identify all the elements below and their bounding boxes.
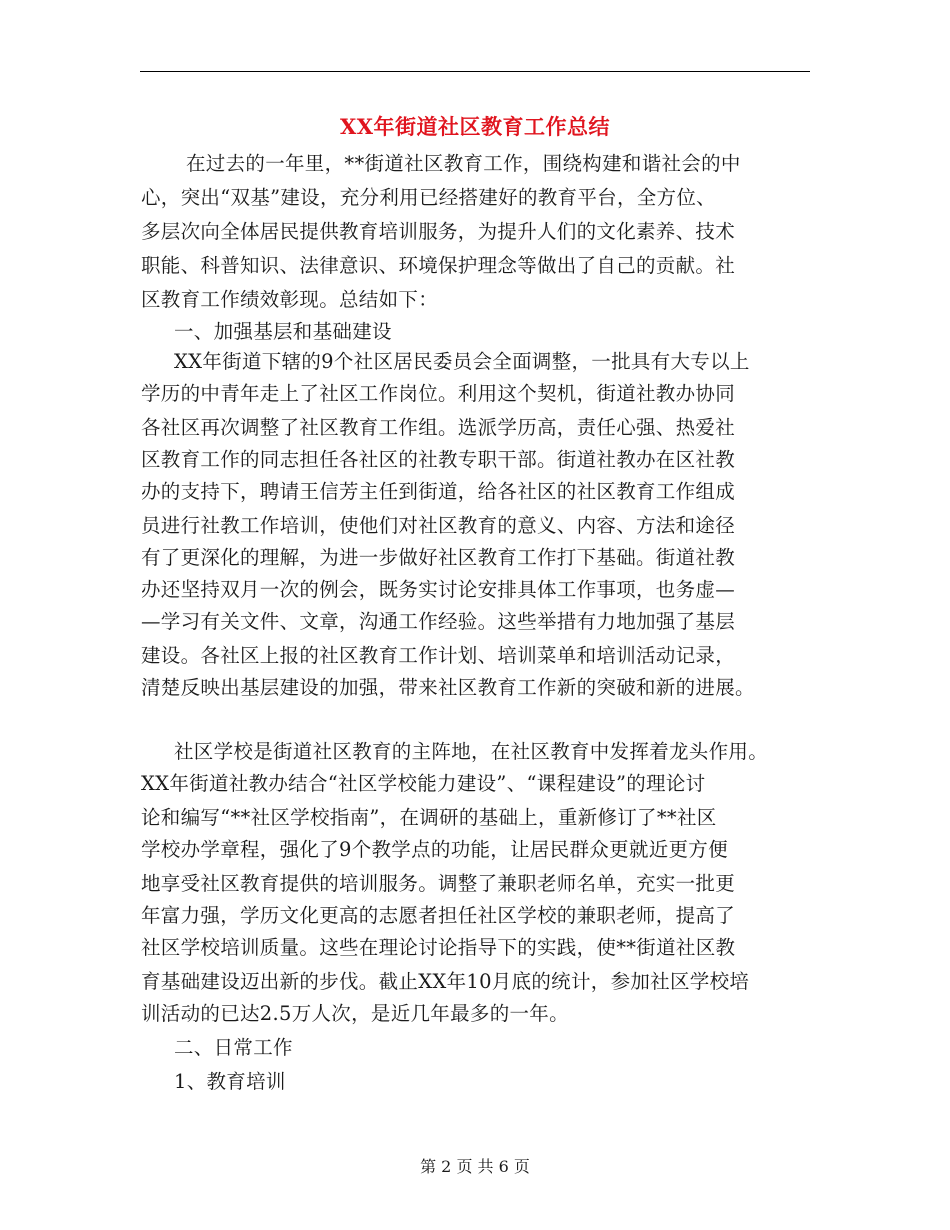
paragraph-line: 育基础建设迈出新的步伐。截止XX年10月底的统计，参加社区学校培 [141, 970, 750, 993]
page-footer: 第 2 页 共 6 页 [420, 1157, 530, 1176]
paragraph-line: 职能、科普知识、法律意识、环境保护理念等做出了自己的贡献。社 [141, 254, 736, 277]
paragraph-line: 训活动的已达2.5万人次，是近几年最多的一年。 [141, 1002, 569, 1025]
paragraph-line: 多层次向全体居民提供教育培训服务，为提升人们的文化素养、技术 [141, 220, 736, 243]
section-heading: 二、日常工作 [174, 1036, 293, 1059]
paragraph-line: 地享受社区教育提供的培训服务。调整了兼职老师名单，充实一批更 [141, 872, 736, 895]
paragraph-line: 社区学校是街道社区教育的主阵地，在社区教育中发挥着龙头作用。 [174, 740, 769, 763]
paragraph-line: 论和编写“**社区学校指南”，在调研的基础上，重新修订了**社区 [141, 806, 717, 829]
paragraph-line: 办的支持下，聘请王信芳主任到街道，给各社区的社区教育工作组成 [141, 480, 736, 503]
paragraph-line: XX年街道下辖的9个社区居民委员会全面调整，一批具有大专以上 [174, 350, 750, 373]
paragraph-line: 在过去的一年里，**街道社区教育工作，围绕构建和谐社会的中 [186, 152, 741, 175]
paragraph-line: 心，突出“双基”建设，充分利用已经搭建好的教育平台，全方位、 [141, 186, 716, 209]
header-rule [140, 71, 810, 72]
subsection-heading: 1、教育培训 [174, 1070, 286, 1093]
paragraph-line: —学习有关文件、文章，沟通工作经验。这些举措有力地加强了基层 [141, 610, 736, 633]
paragraph-line: 各社区再次调整了社区教育工作组。选派学历高，责任心强、热爱社 [141, 416, 736, 439]
paragraph-line: 办还坚持双月一次的例会，既务实讨论安排具体工作事项，也务虚— [141, 578, 736, 601]
document-title: XX年街道社区教育工作总结 [339, 114, 611, 139]
paragraph-line: 员进行社教工作培训，使他们对社区教育的意义、内容、方法和途径 [141, 514, 736, 537]
section-heading: 一、加强基层和基础建设 [174, 320, 392, 343]
paragraph-line: XX年街道社教办结合“社区学校能力建设”、“课程建设”的理论讨 [141, 772, 706, 795]
paragraph-line: 区教育工作绩效彰现。总结如下： [141, 288, 439, 311]
paragraph-line: 建设。各社区上报的社区教育工作计划、培训菜单和培训活动记录， [141, 644, 736, 667]
paragraph-line: 有了更深化的理解，为进一步做好社区教育工作打下基础。街道社教 [141, 546, 736, 569]
paragraph-line: 年富力强，学历文化更高的志愿者担任社区学校的兼职老师，提高了 [141, 904, 736, 927]
paragraph-line: 社区学校培训质量。这些在理论讨论指导下的实践，使**街道社区教 [141, 936, 736, 959]
paragraph-line: 学历的中青年走上了社区工作岗位。利用这个契机，街道社教办协同 [141, 382, 736, 405]
paragraph-line: 学校办学章程，强化了9个教学点的功能，让居民群众更就近更方便 [141, 838, 728, 861]
paragraph-line: 清楚反映出基层建设的加强，带来社区教育工作新的突破和新的进展。 [141, 676, 755, 699]
paragraph-line: 区教育工作的同志担任各社区的社教专职干部。街道社教办在区社教 [141, 448, 736, 471]
